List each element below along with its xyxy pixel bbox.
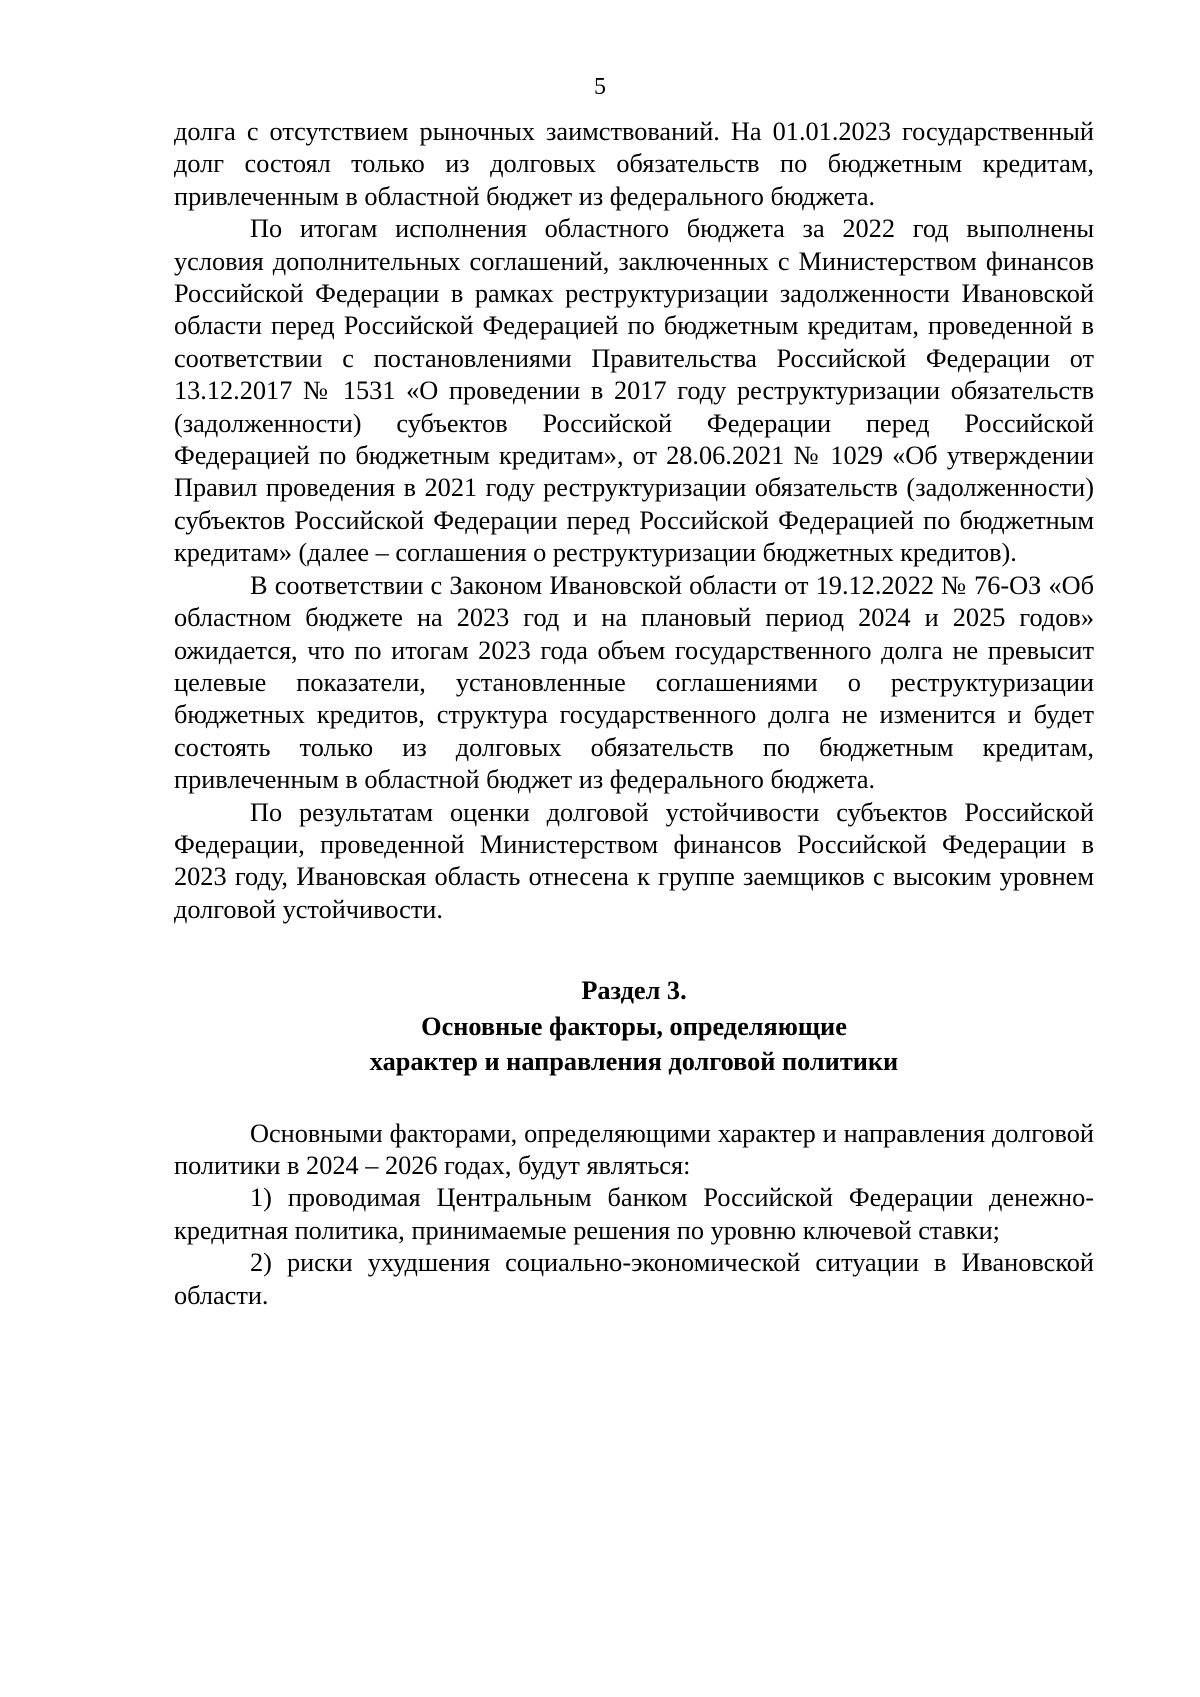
document-body [174,116,1094,1312]
section-heading [174,973,1094,1080]
paragraph-factor-2: 2) риски ухудшения социально-экономической ситуации в Ивановской области. [174,1248,1094,1310]
paragraph-debt-sustainability: По результатам оценки долговой устойчивости субъектов Российской Федерации, проведенной Министерством финансов Российской Федерации в 2023 году, Ивановская область отнесена к группе заемщиков с высоким уровнем долговой устойчивости. [174,797,1094,924]
page-number: 5 [594,74,606,100]
paragraph-continuation: долга с отсутствием рыночных заимствований. На 01.01.2023 государственный долг состоял только из долговых обязательств по бюджетным кредитам, привлеченным в областной бюджет из федерального бюджета. [174,117,1094,211]
paragraph-2022-results: По итогам исполнения областного бюджета за 2022 год выполнены условия дополнительных соглашений, заключенных с Министерством финансов Российской Федерации в рамках реструктуризации задолженности Ивановской области перед Российской Федерацией по бюджетным кредитам, проведенной в соответствии с постановлениями Правительства Российской Федерации от 13.12.2017 № 1531 «О проведении в 2017 году реструктуризации обязательств (задолженности) субъектов Российской Федерации перед Российской Федерацией по бюджетным кредитам», от 28.06.2021 № 1029 «Об утверждении Правил проведения в 2021 году реструктуризации обязательств (задолженности) субъектов Российской Федерации перед Российской Федерацией по бюджетным кредитам» (далее – соглашения о реструктуризации бюджетных кредитов). [174,214,1094,568]
paragraph-main-factors: Основными факторами, определяющими характер и направления долговой политики в 2024 – 2026 годах, будут являться: [174,1118,1094,1181]
section-number: Раздел 3. [581,976,687,1006]
paragraph-2023-law: В соответствии с Законом Ивановской области от 19.12.2022 № 76-ОЗ «Об областном бюджете на 2023 год и на плановый период 2024 и 2025 годов» ожидается, что по итогам 2023 года объем государственного долга не превысит целевые показатели, установленные соглашениями о реструктуризации бюджетных кредитов, структура государственного долга не изменится и будет состоять только из долговых обязательств по бюджетным кредитам, привлеченным в областной бюджет из федерального бюджета. [174,570,1094,795]
paragraph-factor-1: 1) проводимая Центральным банком Российской Федерации денежно-кредитная политика, принимаемые решения по уровню ключевой ставки; [174,1183,1094,1245]
section-title-line-1: Основные факторы, определяющие [421,1011,847,1041]
section-title-line-2: характер и направления долговой политики [369,1047,899,1077]
